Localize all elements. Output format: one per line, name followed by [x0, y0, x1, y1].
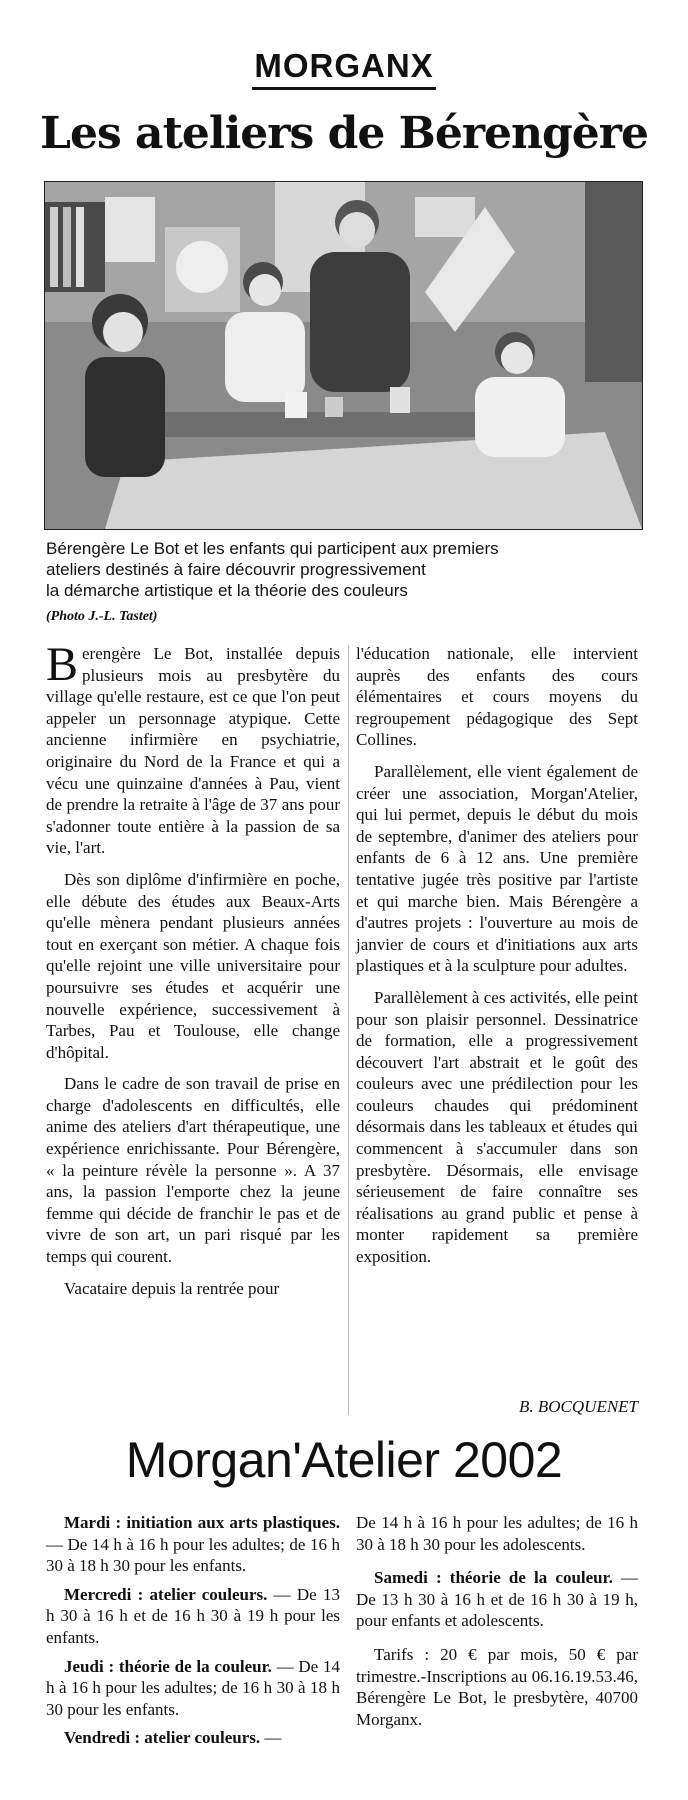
author-signature: B. BOCQUENET: [519, 1397, 638, 1416]
schedule-column-left: [46, 1512, 340, 1756]
paragraph: Parallèlement, elle vient également de créer une association, Morgan'Atelier, qui lui permet, depuis le début du mois de septembre, d'animer des ateliers pour enfants de 6 à 12 ans. Une première tentative jugée très positive par l'artiste et qui marche bien. Mais Bérengère a d'autres projets : l'ouverture au mois de janvier de cours et d'initiations aux arts plastiques et à la sculpture pour adultes.: [356, 761, 638, 976]
schedule-column-right: [356, 1512, 638, 1737]
column-divider: [348, 645, 349, 1415]
schedule-entry: Jeudi : théorie de la couleur. — De 14 h à 16 h pour les adultes; de 16 h 30 à 18 h 30 pour les enfants.: [46, 1656, 340, 1719]
paragraph: Dès son diplôme d'infirmière en poche, elle débute des études aux Beaux-Arts qu'elle mènera pendant plusieurs années tout en exerçant son métier. A chaque fois qu'elle rejoint une ville universitaire pour poursuivre ses études et acquérir une nouvelle expérience, successivement à Tarbes, Pau et Toulouse, elle change d'hôpital.: [46, 869, 340, 1062]
section-kicker: MORGANX: [0, 48, 688, 84]
paragraph: Dans le cadre de son travail de prise en charge d'adolescents en difficultés, elle anime des ateliers d'art thérapeutique, une expérience enrichissante. Pour Bérengère, « la peinture révèle la personne ». A 37 ans, la passion l'emporte chez la jeune femme qui décide de franchir le pas et de vivre de son art, un pari risqué par les temps qui courent.: [46, 1074, 340, 1267]
schedule-entry: Samedi : théorie de la couleur. — De 13 h 30 à 16 h et de 16 h 30 à 19 h, pour enfants et adolescents.: [356, 1568, 638, 1631]
article-column-right: [356, 643, 638, 1278]
schedule-continuation: De 14 h à 16 h pour les adultes; de 16 h 30 à 18 h 30 pour les adolescents.: [356, 1513, 638, 1554]
photo-credit: (Photo J.-L. Tastet): [46, 609, 158, 624]
article-photo: [44, 181, 643, 530]
paragraph: Vacataire depuis la rentrée pour: [64, 1278, 280, 1298]
paragraph: l'éducation nationale, elle intervient auprès des enfants des cours élémentaires et cours moyens du regroupement pédagogique des Sept Collines.: [356, 644, 638, 750]
article-column-left: [46, 638, 340, 1309]
headline: Les ateliers de Bérengère: [40, 108, 648, 159]
paragraph: Parallèlement à ces activités, elle peint pour son plaisir personnel. Dessinatrice de formation, elle a progressivement découvert l'art abstrait et le goût des couleurs avec une prédilection pour les couleurs chaudes qui prédominent désormais dans les tableaux et études qui commencent à s'accumuler dans son presbytère. Désormais, elle envisage sérieusement de faire connaître ses réalisations au grand public et pense à monter rapidement sa première exposition.: [356, 987, 638, 1267]
paragraph: Berengère Le Bot, installée depuis plusieurs mois au presbytère du village qu'elle restaure, est ce que l'on peut appeler un personnage atypique. Cette ancienne infirmière en psychiatrie, originaire du Nord de la France et qui a vécu une quinzaine d'années à Pau, vient de prendre la retraite à l'âge de 37 ans pour s'adonner toute entière à la passion de sa vie, l'art.: [46, 638, 340, 858]
drop-cap: B: [46, 638, 79, 691]
schedule-entry: Mardi : initiation aux arts plastiques. — De 14 h à 16 h pour les adultes; de 16 h 30 à 18 h 30 pour les enfants.: [46, 1513, 340, 1576]
photo-caption: Bérengère Le Bot et les enfants qui participent aux premiers ateliers destinés à faire découvrir progressivement la démarche artistique et la théorie des couleurs: [46, 539, 499, 600]
box-title: Morgan'Atelier 2002: [125, 1432, 563, 1488]
tarifs: Tarifs : 20 € par mois, 50 € par trimestre.-Inscriptions au 06.16.19.53.46, Bérengère Le Bot, le presbytère, 40700 Morganx.: [356, 1644, 638, 1729]
schedule-entry: Mercredi : atelier couleurs. — De 13 h 30 à 16 h et de 16 h 30 à 19 h pour les enfants.: [46, 1584, 340, 1647]
schedule-entry: Vendredi : atelier couleurs. —: [64, 1728, 282, 1748]
photo-icon: [45, 182, 642, 529]
